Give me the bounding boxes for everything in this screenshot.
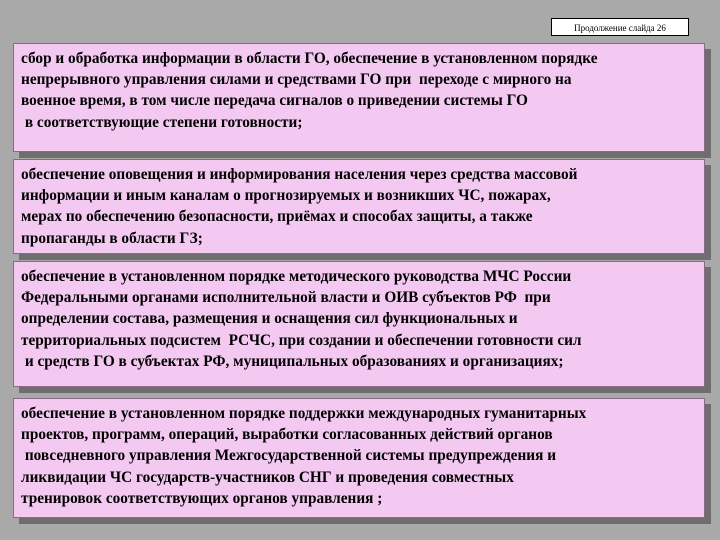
text-line: Федеральными органами исполнительной власти и ОИВ субъектов РФ при bbox=[21, 289, 551, 307]
text-line: проектов, программ, операций, выработки согласованных действий органов bbox=[21, 426, 553, 444]
text-block-2 bbox=[13, 159, 705, 254]
text-block-3 bbox=[13, 261, 705, 387]
text-block-1 bbox=[13, 43, 705, 152]
text-line: ликвидации ЧС государств-участников СНГ и проведения совместных bbox=[21, 468, 514, 486]
text-line: обеспечение в установленном порядке поддержки международных гуманитарных bbox=[21, 405, 587, 422]
text-line: обеспечение оповещения и информирования населения через средства массовой bbox=[21, 166, 578, 183]
text-block-4 bbox=[13, 398, 705, 518]
text-line: информации и иным каналам о прогнозируемых и возникших ЧС, пожарах, bbox=[21, 187, 551, 205]
text-line: территориальных подсистем РСЧС, при создании и обеспечении готовности сил bbox=[21, 331, 582, 349]
text-line: непрерывного управления силами и средствами ГО при переходе с мирного на bbox=[21, 71, 572, 89]
text-line: обеспечение в установленном порядке методического руководства МЧС России bbox=[21, 268, 572, 285]
text-line: военное время, в том числе передача сигналов о приведении системы ГО bbox=[21, 92, 528, 110]
text-line: в соответствующие степени готовности; bbox=[21, 113, 303, 131]
text-line: и средств ГО в субъектах РФ, муниципальных образованиях и организациях; bbox=[21, 352, 564, 370]
slide-continuation-caption: Продолжение слайда 26 bbox=[551, 18, 689, 36]
text-line: пропаганды в области ГЗ; bbox=[21, 229, 203, 247]
text-line: определении состава, размещения и оснащения сил функциональных и bbox=[21, 310, 518, 328]
text-line: повседневного управления Межгосударственной системы предупреждения и bbox=[21, 447, 557, 465]
text-line: мерах по обеспечению безопасности, приёмах и способах защиты, а также bbox=[21, 208, 533, 226]
text-line: сбор и обработка информации в области ГО, обеспечение в установленном порядке bbox=[21, 50, 598, 67]
text-line: тренировок соответствующих органов управления ; bbox=[21, 489, 383, 507]
